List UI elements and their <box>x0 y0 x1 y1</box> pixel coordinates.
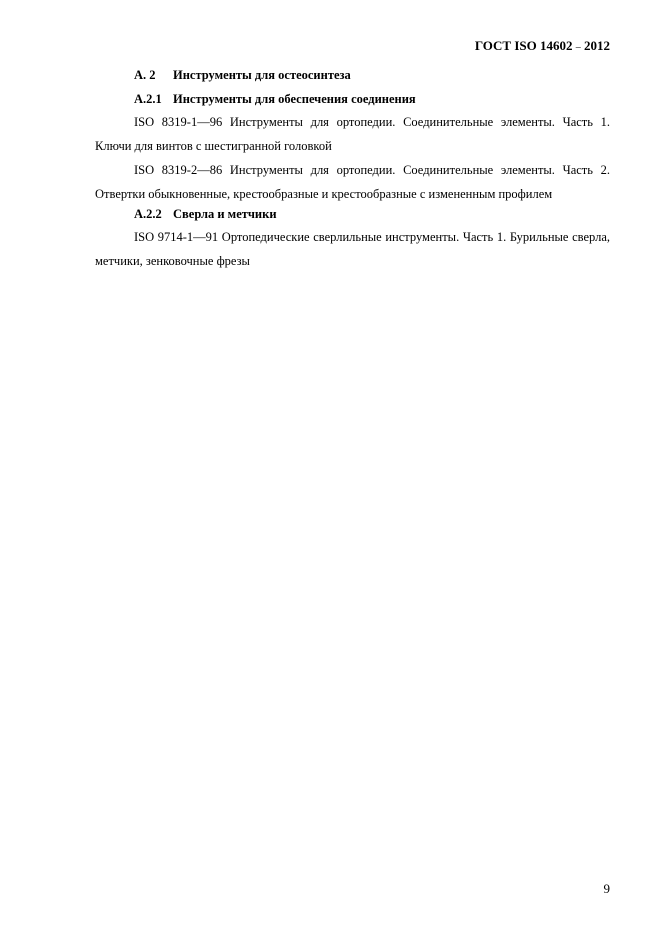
section-heading-a21 <box>134 92 416 107</box>
paragraph-iso-8319-2: ISO 8319-2—86 Инструменты для ортопедии. Соединительные элементы. Часть 2. Отвертки обыкновенные, крестообразные и крестообразные с измененным профилем <box>95 163 610 201</box>
page-number: 9 <box>603 881 610 896</box>
section-title: Инструменты для остеосинтеза <box>173 68 351 82</box>
section-number: А. 2 <box>134 68 156 82</box>
paragraph-iso-9714-1: ISO 9714-1—91 Ортопедические сверлильные инструменты. Часть 1. Бурильные сверла, метчики, зенковочные фрезы <box>95 230 610 268</box>
doc-designation: ГОСТ ISO 14602 <box>474 38 573 53</box>
section-heading-a22 <box>134 207 277 222</box>
section-heading-a2 <box>134 68 351 83</box>
doc-year: 2012 <box>584 38 610 53</box>
section-title: Инструменты для обеспечения соединения <box>173 92 416 106</box>
header-dash: – <box>575 42 581 53</box>
section-number: А.2.1 <box>134 92 162 106</box>
section-title: Сверла и метчики <box>173 207 277 221</box>
paragraph-iso-8319-1: ISO 8319-1—96 Инструменты для ортопедии. Соединительные элементы. Часть 1. Ключи для винтов с шестигранной головкой <box>95 115 610 153</box>
section-number: А.2.2 <box>134 207 162 221</box>
document-header <box>475 38 610 54</box>
